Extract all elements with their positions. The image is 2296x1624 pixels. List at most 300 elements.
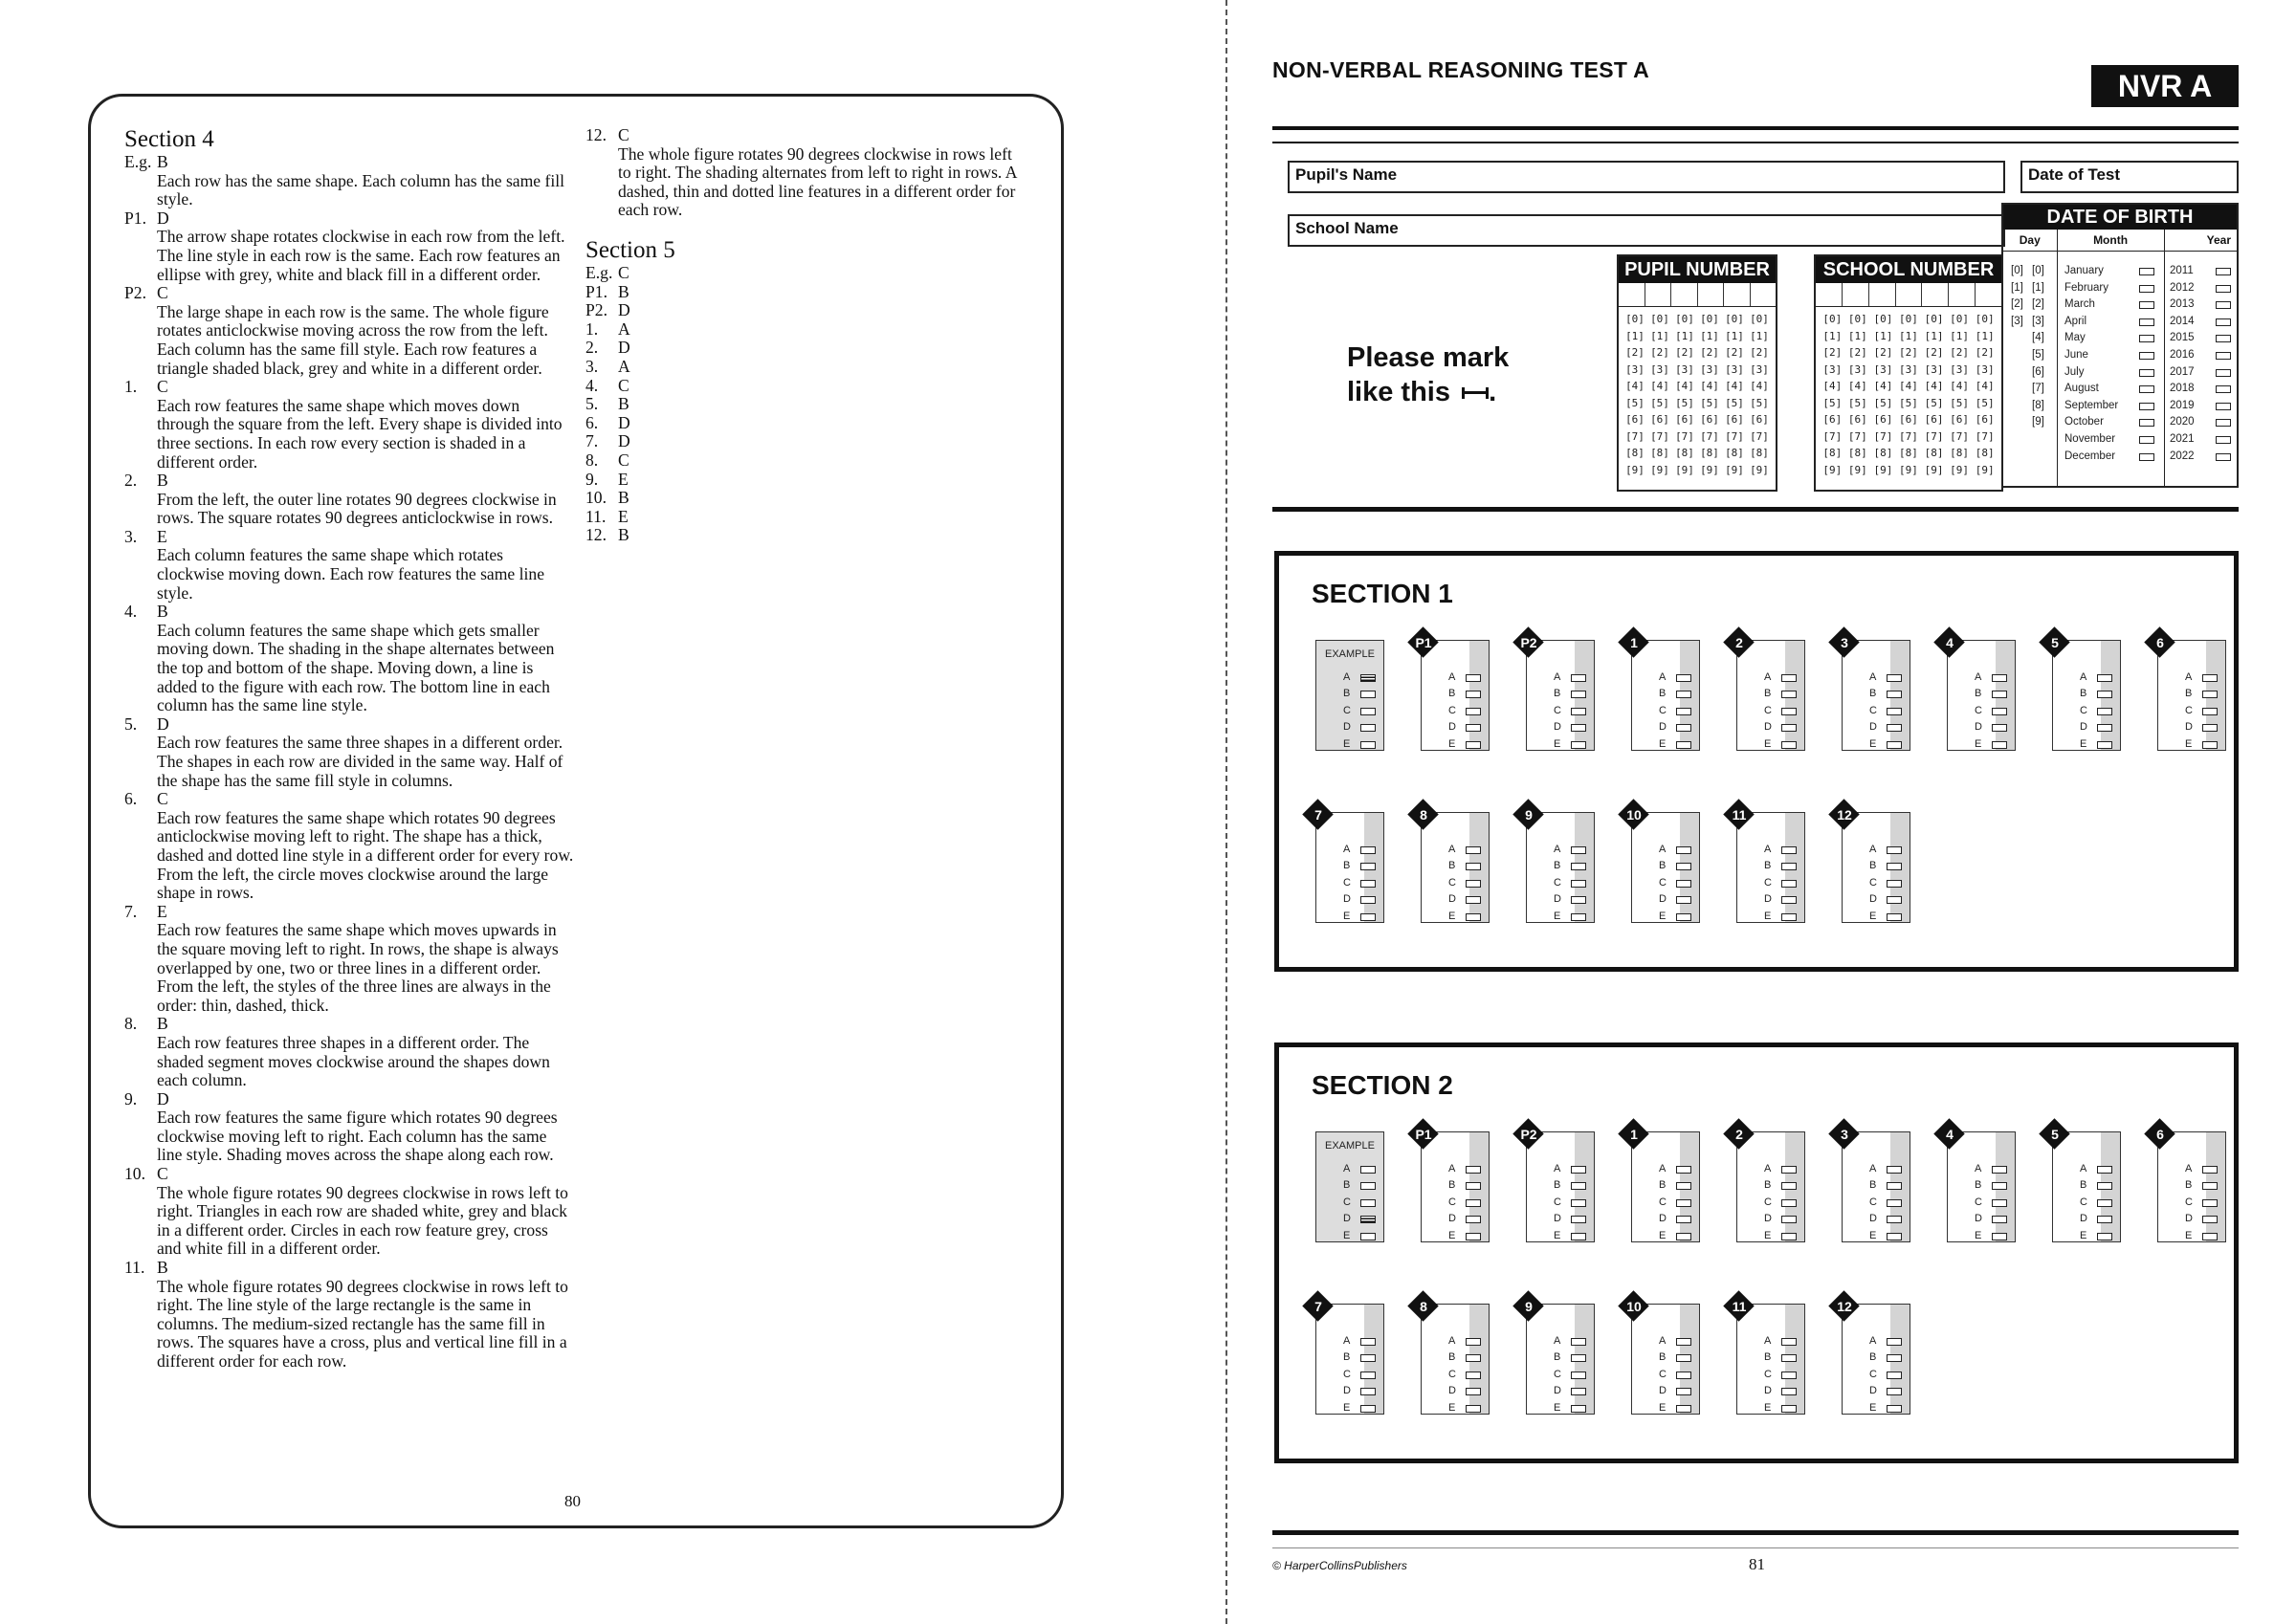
option-row[interactable]	[2080, 1211, 2087, 1227]
question-card[interactable]	[1837, 1299, 1910, 1415]
question-card[interactable]	[1420, 1299, 1490, 1415]
pupil-number-digit-option[interactable]: [7]	[1650, 429, 1669, 443]
option-box[interactable]	[1571, 1388, 1586, 1395]
option-row[interactable]	[1764, 875, 1772, 891]
option-box[interactable]	[1992, 1182, 2007, 1190]
school-number-digit-option[interactable]: [2]	[1975, 346, 1995, 359]
option-box[interactable]	[1676, 1388, 1691, 1395]
option-row[interactable]	[1554, 858, 1561, 874]
school-number-digit-option[interactable]: [1]	[1924, 329, 1944, 342]
school-number-digit-option[interactable]: [4]	[1899, 380, 1918, 392]
school-number-digit-option[interactable]: [2]	[1847, 346, 1867, 359]
option-box[interactable]	[1571, 1354, 1586, 1362]
option-row[interactable]	[1764, 1400, 1772, 1416]
option-box[interactable]	[1466, 1405, 1481, 1413]
option-row[interactable]	[1554, 686, 1561, 702]
question-card[interactable]	[1735, 635, 1805, 751]
school-number-digit-option[interactable]: [5]	[1873, 396, 1893, 409]
school-number-digit-option[interactable]: [7]	[1924, 429, 1944, 443]
dob-day-option[interactable]	[2032, 330, 2044, 347]
option-box[interactable]	[1466, 1216, 1481, 1223]
option-box[interactable]	[2202, 724, 2218, 732]
pupil-number-digit-option[interactable]: [5]	[1700, 396, 1719, 409]
option-box[interactable]	[1887, 1166, 1902, 1174]
school-number-digit-option[interactable]: [4]	[1975, 380, 1995, 392]
school-number-digits[interactable]	[1816, 307, 2001, 478]
school-number-digit-option[interactable]: [1]	[1950, 329, 1970, 342]
option-box[interactable]	[1887, 1182, 1902, 1190]
option-box[interactable]	[1466, 846, 1481, 854]
option-box[interactable]	[1887, 674, 1902, 682]
school-number-digit-option[interactable]: [1]	[1822, 329, 1843, 342]
option-row[interactable]	[1659, 1195, 1667, 1211]
dob-day-option[interactable]	[2032, 280, 2044, 297]
option-row[interactable]	[1869, 1161, 1877, 1177]
option-row[interactable]	[1448, 1400, 1456, 1416]
option-box[interactable]	[1466, 708, 1481, 715]
pupil-number-digit-option[interactable]: [0]	[1725, 313, 1744, 325]
school-number-digit-option[interactable]: [3]	[1950, 362, 1970, 376]
option-box[interactable]	[1571, 1216, 1586, 1223]
option-row[interactable]	[1448, 858, 1456, 874]
option-row[interactable]	[1869, 719, 1877, 735]
option-row[interactable]	[1448, 1367, 1456, 1383]
option-box[interactable]	[1676, 1199, 1691, 1207]
pupil-number-digit-column[interactable]	[1700, 311, 1719, 478]
option-box[interactable]	[1360, 1388, 1376, 1395]
option-box[interactable]	[1360, 708, 1376, 715]
pupil-number-digit-option[interactable]: [2]	[1625, 346, 1645, 359]
pupil-number-digit-option[interactable]: [0]	[1750, 313, 1769, 325]
option-row[interactable]	[2080, 703, 2087, 719]
option-box[interactable]	[1781, 1388, 1797, 1395]
pupil-number-digit-option[interactable]: [7]	[1750, 429, 1769, 443]
school-number-digit-option[interactable]: [7]	[1822, 429, 1843, 443]
school-number-digit-option[interactable]: [5]	[1975, 396, 1995, 409]
school-number-digit-option[interactable]: [9]	[1873, 463, 1893, 476]
school-number-digit-column[interactable]	[1950, 311, 1969, 478]
dob-day-option[interactable]	[2032, 296, 2044, 314]
option-row[interactable]	[1869, 736, 1877, 753]
pupil-number-digit-option[interactable]: [5]	[1725, 396, 1744, 409]
option-box[interactable]	[1887, 1405, 1902, 1413]
school-number-digit-option[interactable]: [2]	[1899, 346, 1918, 359]
school-number-digit-column[interactable]	[1822, 311, 1842, 478]
question-card[interactable]	[1837, 807, 1910, 923]
option-box[interactable]	[1676, 896, 1691, 904]
option-row[interactable]	[1343, 686, 1351, 702]
option-row[interactable]	[1764, 1161, 1772, 1177]
option-box[interactable]	[1360, 1182, 1376, 1190]
option-row[interactable]	[1554, 909, 1561, 925]
pupil-number-digit-option[interactable]: [9]	[1625, 463, 1645, 476]
question-card[interactable]	[1415, 635, 1490, 751]
pupil-number-digit-option[interactable]: [8]	[1650, 447, 1669, 459]
question-card[interactable]	[1626, 1299, 1700, 1415]
school-number-digit-option[interactable]: [6]	[1899, 413, 1918, 426]
option-row[interactable]	[1975, 1211, 1982, 1227]
question-card[interactable]	[2051, 1127, 2121, 1242]
option-box[interactable]	[2202, 1216, 2218, 1223]
pupil-number-digit-option[interactable]: [9]	[1700, 463, 1719, 476]
pupil-number-digit-option[interactable]: [6]	[1675, 413, 1694, 426]
option-box[interactable]	[1676, 1338, 1691, 1346]
checkbox-icon[interactable]	[2139, 369, 2154, 377]
question-card[interactable]	[2156, 1127, 2226, 1242]
dob-month-option[interactable]	[2064, 364, 2160, 382]
option-row[interactable]	[1659, 1367, 1667, 1383]
school-number-digit-option[interactable]: [4]	[1924, 380, 1944, 392]
option-box[interactable]	[2202, 1233, 2218, 1240]
pupil-number-digit-option[interactable]: [2]	[1725, 346, 1744, 359]
option-box[interactable]	[1676, 708, 1691, 715]
option-row[interactable]	[1448, 1350, 1456, 1366]
option-row[interactable]	[1554, 1177, 1561, 1194]
dob-month-option[interactable]	[2064, 381, 2160, 398]
pupil-number-digit-column[interactable]	[1725, 311, 1744, 478]
checkbox-icon[interactable]	[2139, 285, 2154, 293]
option-row[interactable]	[1764, 858, 1772, 874]
option-box[interactable]	[1887, 708, 1902, 715]
option-box[interactable]	[1676, 1166, 1691, 1174]
option-box[interactable]	[2202, 691, 2218, 698]
pupil-number-digit-option[interactable]: [1]	[1675, 329, 1694, 342]
school-number-digit-option[interactable]: [5]	[1822, 396, 1843, 409]
option-box[interactable]	[2202, 708, 2218, 715]
option-box[interactable]	[2097, 1216, 2112, 1223]
option-row[interactable]	[1764, 1367, 1772, 1383]
dob-day-option[interactable]	[2011, 314, 2023, 331]
school-number-digit-option[interactable]: [9]	[1822, 463, 1843, 476]
school-number-digit-option[interactable]: [0]	[1822, 313, 1843, 325]
option-box[interactable]	[1360, 1354, 1376, 1362]
option-box[interactable]	[1992, 674, 2007, 682]
option-box[interactable]	[1676, 913, 1691, 921]
option-row[interactable]	[1343, 1350, 1351, 1366]
option-row[interactable]	[1448, 1161, 1456, 1177]
option-row[interactable]	[1659, 1383, 1667, 1399]
option-box[interactable]	[1571, 1338, 1586, 1346]
option-row[interactable]	[1975, 686, 1982, 702]
option-box[interactable]	[2097, 724, 2112, 732]
option-row[interactable]	[1975, 1228, 1982, 1244]
school-number-digit-option[interactable]: [3]	[1822, 362, 1843, 376]
option-row[interactable]	[1659, 1333, 1667, 1350]
option-box[interactable]	[1466, 674, 1481, 682]
option-box[interactable]	[1466, 724, 1481, 732]
checkbox-icon[interactable]	[2216, 369, 2231, 377]
dob-day-units[interactable]	[2032, 263, 2044, 498]
pupil-number-digit-option[interactable]: [8]	[1625, 447, 1645, 459]
pupil-number-digit-option[interactable]: [6]	[1750, 413, 1769, 426]
pupil-number-digit-option[interactable]: [3]	[1750, 362, 1769, 376]
option-row[interactable]	[1448, 1177, 1456, 1194]
option-row[interactable]	[1764, 1383, 1772, 1399]
option-row[interactable]	[1343, 1333, 1351, 1350]
option-row[interactable]	[1343, 891, 1351, 908]
pupil-number-digit-option[interactable]: [5]	[1650, 396, 1669, 409]
question-card[interactable]	[1735, 1127, 1805, 1242]
pupil-number-digit-option[interactable]: [7]	[1700, 429, 1719, 443]
example-card[interactable]	[1315, 640, 1384, 751]
school-number-grid[interactable]	[1814, 254, 2003, 492]
option-row[interactable]	[1869, 1211, 1877, 1227]
school-number-digit-option[interactable]: [6]	[1950, 413, 1970, 426]
option-row[interactable]	[2080, 736, 2087, 753]
school-number-digit-option[interactable]: [2]	[1822, 346, 1843, 359]
pupil-number-digits[interactable]	[1619, 307, 1776, 478]
option-box[interactable]	[1571, 691, 1586, 698]
dob-day-option[interactable]	[2032, 314, 2044, 331]
dob-year-option[interactable]	[2170, 296, 2235, 314]
option-row[interactable]	[1343, 842, 1351, 858]
option-row[interactable]	[1659, 1211, 1667, 1227]
pupil-number-digit-option[interactable]: [8]	[1725, 447, 1744, 459]
option-row[interactable]	[2080, 1195, 2087, 1211]
option-row[interactable]	[1554, 1350, 1561, 1366]
option-row[interactable]	[1448, 669, 1456, 686]
option-box[interactable]	[1887, 1338, 1902, 1346]
school-number-digit-option[interactable]: [6]	[1924, 413, 1944, 426]
option-box[interactable]	[1676, 1354, 1691, 1362]
pupil-number-digit-option[interactable]: [6]	[1650, 413, 1669, 426]
option-box[interactable]	[1360, 896, 1376, 904]
option-row[interactable]	[1554, 719, 1561, 735]
checkbox-icon[interactable]	[2139, 385, 2154, 393]
option-box[interactable]	[2097, 691, 2112, 698]
pupil-number-digit-option[interactable]: [2]	[1750, 346, 1769, 359]
option-row[interactable]	[1869, 1367, 1877, 1383]
option-box[interactable]	[1676, 741, 1691, 749]
school-number-digit-option[interactable]: [0]	[1924, 313, 1944, 325]
school-number-digit-option[interactable]: [5]	[1950, 396, 1970, 409]
option-box[interactable]	[1360, 846, 1376, 854]
question-card[interactable]	[1841, 635, 1910, 751]
pupil-number-digit-option[interactable]: [6]	[1700, 413, 1719, 426]
option-row[interactable]	[1343, 1211, 1351, 1227]
option-row[interactable]	[1554, 891, 1561, 908]
option-box[interactable]	[1571, 880, 1586, 888]
school-number-digit-option[interactable]: [6]	[1975, 413, 1995, 426]
pupil-number-write-row[interactable]	[1619, 283, 1776, 307]
dob-day-option[interactable]	[2032, 263, 2044, 280]
option-box[interactable]	[2097, 1182, 2112, 1190]
checkbox-icon[interactable]	[2139, 318, 2154, 326]
option-row[interactable]	[1659, 1400, 1667, 1416]
option-row[interactable]	[1554, 1367, 1561, 1383]
dob-year-option[interactable]	[2170, 381, 2235, 398]
dob-year-option[interactable]	[2170, 414, 2235, 431]
question-card[interactable]	[2051, 635, 2121, 751]
pupil-number-digit-option[interactable]: [1]	[1700, 329, 1719, 342]
pupil-number-digit-option[interactable]: [1]	[1725, 329, 1744, 342]
checkbox-icon[interactable]	[2139, 268, 2154, 275]
question-card[interactable]	[1520, 635, 1595, 751]
option-row[interactable]	[1554, 736, 1561, 753]
option-box[interactable]	[1781, 741, 1797, 749]
option-row[interactable]	[1343, 1161, 1351, 1177]
option-box[interactable]	[1571, 846, 1586, 854]
option-row[interactable]	[1554, 669, 1561, 686]
option-box[interactable]	[1466, 741, 1481, 749]
option-row[interactable]	[1448, 1333, 1456, 1350]
option-box[interactable]	[2202, 1166, 2218, 1174]
option-row[interactable]	[1343, 858, 1351, 874]
option-box[interactable]	[1360, 1199, 1376, 1207]
option-box[interactable]	[1781, 1199, 1797, 1207]
dob-year-option[interactable]	[2170, 364, 2235, 382]
school-number-digit-option[interactable]: [7]	[1899, 429, 1918, 443]
option-box[interactable]	[1676, 674, 1691, 682]
school-number-digit-option[interactable]: [7]	[1975, 429, 1995, 443]
dob-day-option[interactable]	[2032, 347, 2044, 364]
dob-year-option[interactable]	[2170, 280, 2235, 297]
option-box[interactable]	[1466, 1372, 1481, 1379]
option-row[interactable]	[1448, 1228, 1456, 1244]
option-box[interactable]	[1360, 691, 1376, 698]
option-box[interactable]	[1571, 1199, 1586, 1207]
option-row[interactable]	[1869, 1195, 1877, 1211]
option-box[interactable]	[1360, 1166, 1376, 1174]
dob-month-option[interactable]	[2064, 398, 2160, 415]
school-number-digit-option[interactable]: [9]	[1975, 463, 1995, 476]
option-box[interactable]	[1781, 708, 1797, 715]
checkbox-icon[interactable]	[2216, 403, 2231, 410]
option-box[interactable]	[1887, 724, 1902, 732]
pupil-number-digit-option[interactable]: [4]	[1700, 380, 1719, 392]
school-number-digit-option[interactable]: [9]	[1924, 463, 1944, 476]
option-row[interactable]	[1659, 736, 1667, 753]
option-box[interactable]	[2097, 1166, 2112, 1174]
question-card[interactable]	[1630, 635, 1700, 751]
option-row[interactable]	[1869, 891, 1877, 908]
pupil-number-digit-option[interactable]: [0]	[1650, 313, 1669, 325]
option-box[interactable]	[1887, 880, 1902, 888]
option-box[interactable]	[1676, 1182, 1691, 1190]
school-number-digit-option[interactable]: [9]	[1899, 463, 1918, 476]
option-box[interactable]	[2097, 708, 2112, 715]
option-box[interactable]	[1676, 846, 1691, 854]
option-box[interactable]	[1992, 708, 2007, 715]
option-row[interactable]	[2080, 1177, 2087, 1194]
school-number-digit-option[interactable]: [4]	[1822, 380, 1843, 392]
pupil-number-digit-option[interactable]: [8]	[1750, 447, 1769, 459]
option-box[interactable]	[1466, 913, 1481, 921]
option-box[interactable]	[2097, 1199, 2112, 1207]
option-row[interactable]	[1343, 736, 1351, 753]
option-row[interactable]	[1554, 703, 1561, 719]
option-row[interactable]	[1659, 842, 1667, 858]
option-box[interactable]	[1360, 863, 1376, 870]
option-box[interactable]	[1781, 1233, 1797, 1240]
option-box[interactable]	[1887, 741, 1902, 749]
school-number-digit-option[interactable]: [4]	[1873, 380, 1893, 392]
option-box[interactable]	[1781, 1216, 1797, 1223]
question-card[interactable]	[1420, 807, 1490, 923]
checkbox-icon[interactable]	[2139, 335, 2154, 342]
pupil-number-digit-option[interactable]: [9]	[1650, 463, 1669, 476]
option-row[interactable]	[1448, 719, 1456, 735]
dob-day-option[interactable]	[2011, 280, 2023, 297]
option-row[interactable]	[1869, 703, 1877, 719]
option-box[interactable]	[1360, 1405, 1376, 1413]
option-row[interactable]	[1869, 875, 1877, 891]
pupil-number-digit-option[interactable]: [1]	[1625, 329, 1645, 342]
option-box[interactable]	[1676, 863, 1691, 870]
option-row[interactable]	[2185, 1195, 2193, 1211]
option-row[interactable]	[1554, 1161, 1561, 1177]
school-number-digit-column[interactable]	[1976, 311, 1995, 478]
option-box[interactable]	[1992, 691, 2007, 698]
option-box[interactable]	[1887, 1233, 1902, 1240]
pupil-number-digit-option[interactable]: [4]	[1650, 380, 1669, 392]
option-box[interactable]	[1360, 1338, 1376, 1346]
option-row[interactable]	[1448, 736, 1456, 753]
option-row[interactable]	[2080, 669, 2087, 686]
school-number-digit-option[interactable]: [4]	[1950, 380, 1970, 392]
pupil-number-digit-option[interactable]: [7]	[1675, 429, 1694, 443]
option-box[interactable]	[1781, 913, 1797, 921]
pupil-number-digit-option[interactable]: [7]	[1625, 429, 1645, 443]
option-box[interactable]	[1887, 1388, 1902, 1395]
school-number-digit-option[interactable]: [8]	[1847, 447, 1867, 459]
option-box[interactable]	[1466, 1233, 1481, 1240]
school-number-digit-option[interactable]: [8]	[1899, 447, 1918, 459]
checkbox-icon[interactable]	[2216, 335, 2231, 342]
option-row[interactable]	[1975, 1195, 1982, 1211]
option-box[interactable]	[2097, 674, 2112, 682]
pupil-number-digit-option[interactable]: [1]	[1750, 329, 1769, 342]
school-number-digit-option[interactable]: [8]	[1924, 447, 1944, 459]
option-box[interactable]	[2202, 1199, 2218, 1207]
option-box[interactable]	[2097, 741, 2112, 749]
dob-month-option[interactable]	[2064, 449, 2160, 466]
option-row[interactable]	[1554, 842, 1561, 858]
option-box[interactable]	[1781, 1372, 1797, 1379]
dob-day-option[interactable]	[2011, 263, 2023, 280]
option-box[interactable]	[1781, 1405, 1797, 1413]
option-box[interactable]	[1992, 1216, 2007, 1223]
pupil-number-digit-option[interactable]: [0]	[1625, 313, 1645, 325]
dob-day-option[interactable]	[2032, 414, 2044, 431]
option-box[interactable]	[1360, 724, 1376, 732]
option-box[interactable]	[1571, 1233, 1586, 1240]
option-row[interactable]	[1659, 875, 1667, 891]
option-row[interactable]	[1343, 719, 1351, 735]
dob-year-option[interactable]	[2170, 314, 2235, 331]
school-number-digit-column[interactable]	[1925, 311, 1944, 478]
question-card[interactable]	[1314, 1299, 1384, 1415]
dob-month-option[interactable]	[2064, 414, 2160, 431]
dob-month-option[interactable]	[2064, 263, 2160, 280]
checkbox-icon[interactable]	[2216, 385, 2231, 393]
checkbox-icon[interactable]	[2216, 453, 2231, 461]
option-row[interactable]	[1975, 669, 1982, 686]
dob-day-option[interactable]	[2032, 381, 2044, 398]
school-number-digit-option[interactable]: [8]	[1975, 447, 1995, 459]
option-box[interactable]	[1676, 1372, 1691, 1379]
option-row[interactable]	[1659, 858, 1667, 874]
dob-day-option[interactable]	[2032, 364, 2044, 382]
option-box[interactable]	[1466, 1388, 1481, 1395]
option-row[interactable]	[1343, 669, 1351, 686]
pupil-number-digit-option[interactable]: [5]	[1675, 396, 1694, 409]
option-box[interactable]	[1887, 846, 1902, 854]
option-row[interactable]	[1659, 909, 1667, 925]
option-box[interactable]	[1992, 1233, 2007, 1240]
dob-year-option[interactable]	[2170, 263, 2235, 280]
option-box[interactable]	[1571, 1372, 1586, 1379]
